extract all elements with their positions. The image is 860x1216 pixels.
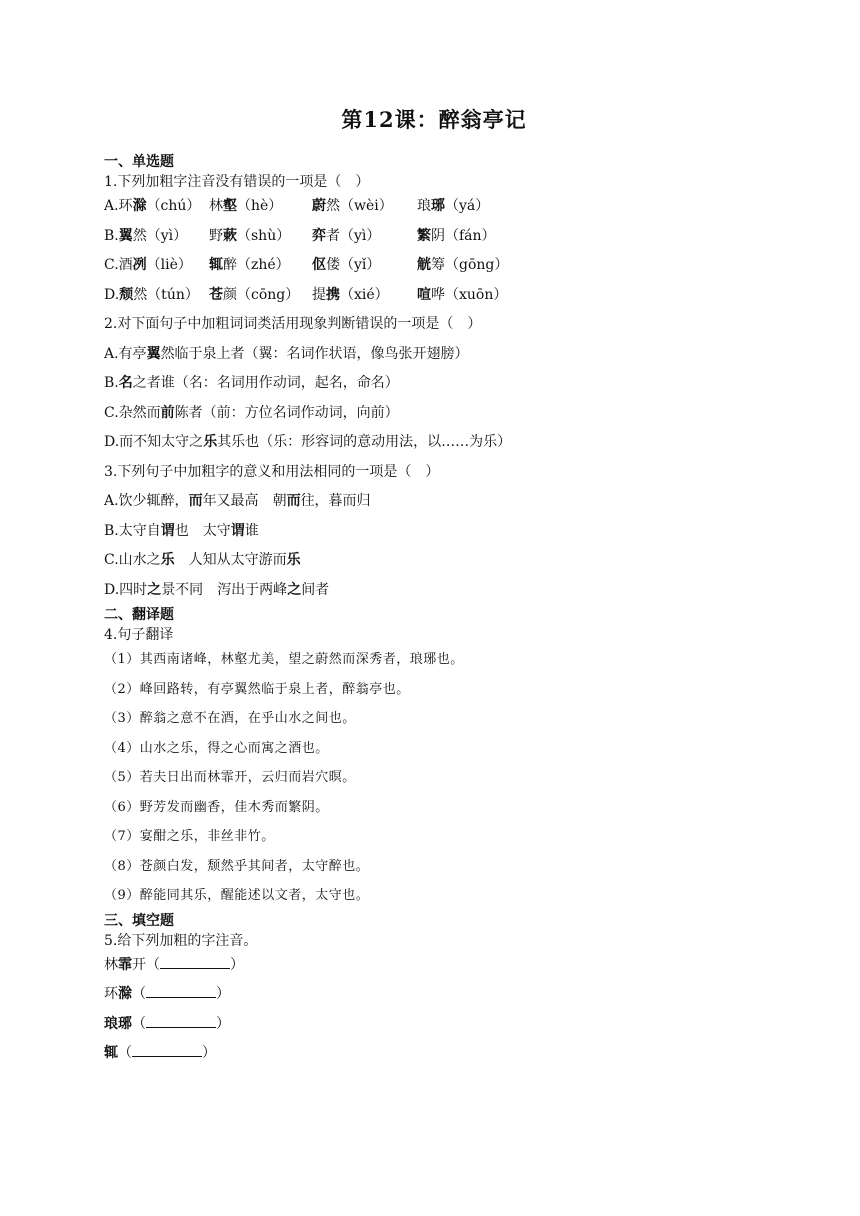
translation-item: （2）峰回路转，有亭翼然临于泉上者，醉翁亭也。 [104,681,410,697]
answer-blank[interactable] [146,1015,216,1028]
option-cell: 野蔌（shù） [209,227,291,244]
fill-blank-item: 林霏开（ ） [104,956,244,973]
question-3-stem: 3.下列句子中加粗字的意义和用法相同的一项是（ ） [104,463,440,480]
option-cell: 繁阴（fán） [417,227,496,244]
option-cell: 提携（xié） [312,286,389,303]
translation-item: （7）宴酣之乐，非丝非竹。 [104,829,275,844]
question-3-option: A.饮少辄醉，而年又最高 朝而往，暮而归 [104,493,371,509]
translation-item: （6）野芳发而幽香，佳木秀而繁阴。 [104,799,329,815]
option-cell: 辄醉（zhé） [209,257,290,273]
question-3-option: B.太守自谓也 太守谓谁 [104,522,259,539]
question-1-options [104,192,804,310]
question-1-stem: 1.下列加粗字注音没有错误的一项是（ ） [104,174,370,190]
option-cell: A.环滁（chú） [104,198,201,214]
translation-item: （5）若夫日出而林霏开，云归而岩穴暝。 [104,770,356,785]
question-2-option: D.而不知太守之乐其乐也（乐：形容词的意动用法，以……为乐） [104,434,512,450]
answer-blank[interactable] [146,985,216,998]
option-row [104,222,804,252]
question-5-stem: 5.给下列加粗的字注音。 [104,932,258,949]
question-3-option: D.四时之景不同 泻出于两峰之间者 [104,581,330,598]
translation-item: （3）醉翁之意不在酒，在乎山水之间也。 [104,711,356,726]
option-cell: 弈者（yì） [312,227,381,244]
option-cell: 苍颜（cōng） [209,286,300,303]
option-cell: 伛偻（yǐ） [312,257,381,273]
question-4-stem: 4.句子翻译 [104,627,174,643]
option-row [104,192,804,222]
option-row [104,251,804,281]
question-2-option: A.有亭翼然临于泉上者（翼：名词作状语，像鸟张开翅膀） [104,345,469,362]
question-2-option: B.名之者谁（名：名词用作动词，起名，命名） [104,375,399,391]
option-cell: 觥筹（gōng） [417,257,509,273]
translation-item: （8）苍颜白发，颓然乎其间者，太守醉也。 [104,858,370,874]
section-heading-single-choice: 一、单选题 [104,154,174,170]
question-2-stem: 2.对下面句子中加粗词词类活用现象判断错误的一项是（ ） [104,316,482,332]
fill-blank-item: 辄（ ） [104,1045,216,1061]
translation-item: （1）其西南诸峰，林壑尤美，望之蔚然而深秀者，琅琊也。 [104,652,464,667]
option-cell: 林壑（hè） [209,198,283,214]
option-cell: 喧哗（xuōn） [417,286,508,303]
section-heading-fill-blank: 三、填空题 [104,912,174,929]
fill-blank-item: 环滁（ ） [104,986,230,1002]
option-cell: 琅琊（yá） [417,198,490,214]
page-title: 第12课：醉翁亭记 [341,107,527,132]
question-3-option: C.山水之乐 人知从太守游而乐 [104,552,301,568]
option-row [104,281,804,311]
answer-blank[interactable] [160,956,230,969]
fill-blank-item: 琅琊（ ） [104,1015,230,1032]
section-heading-translation: 二、翻译题 [104,607,174,623]
translation-item: （4）山水之乐，得之心而寓之酒也。 [104,740,329,756]
option-cell: B.翼然（yì） [104,227,188,244]
option-cell: C.酒冽（liè） [104,257,192,273]
option-cell: 蔚然（wèi） [312,198,393,214]
exercise-content [104,152,804,1069]
answer-blank[interactable] [132,1044,202,1057]
option-cell: D.颓然（tún） [104,286,199,303]
question-2-option: C.杂然而前陈者（前：方位名词作动词，向前） [104,404,399,421]
translation-item: （9）醉能同其乐，醒能述以文者，太守也。 [104,888,370,903]
